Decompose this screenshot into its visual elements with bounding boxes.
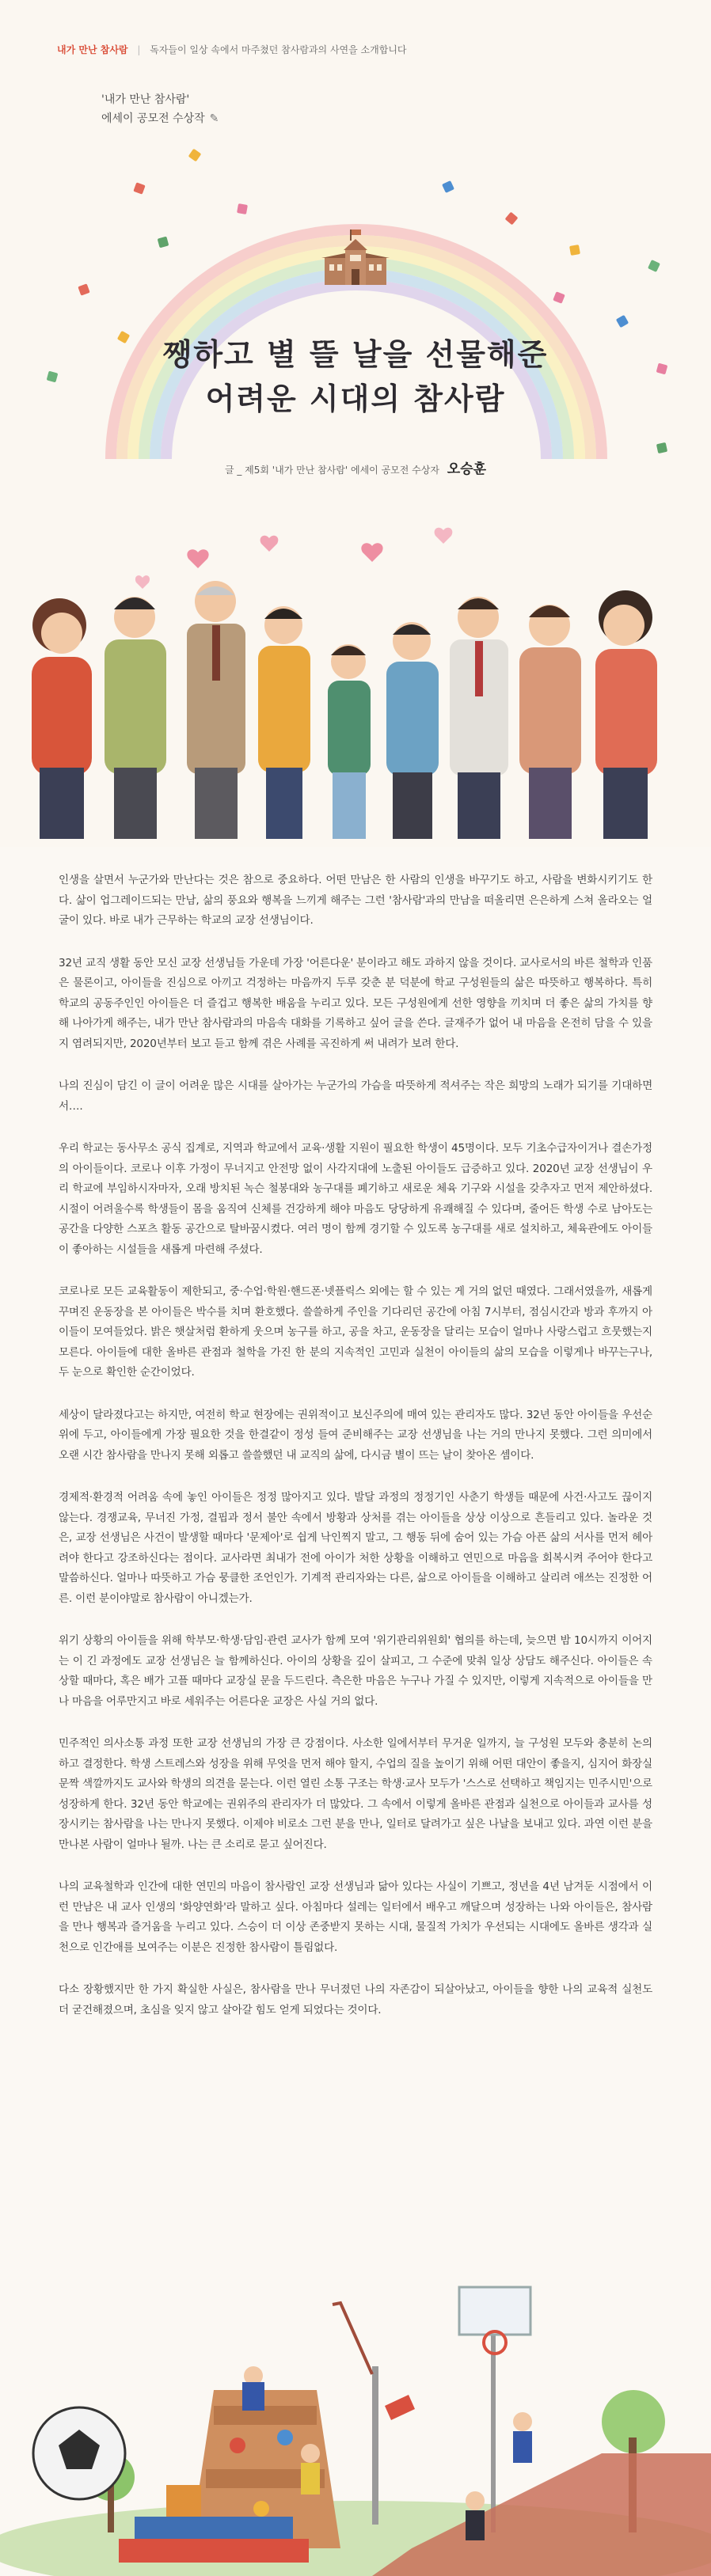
playground-illustration: [0, 2105, 711, 2576]
paragraph: 우리 학교는 동사무소 공식 집계로, 지역과 학교에서 교육·생활 지원이 필요한 학생이 45명이다. 모두 기초수급자이거나 결손가정의 아이들이다. 코로나 이후 가정이 무너지고 안전망 없이 사각지대에 노출된 아이들도 급증하고 있다. 2020년 교장 선생님이 우리 학교에 부임하시자마자, 오래 방치된 녹슨 철봉대와 농구대를 폐기하고 새로운 체육 기구와 시설을 갖추자고 먼저 제안하셨다. 시절이 어려울수록 학생들이 몸을 움직여 신체를 건강하게 해야 마음도 당당하게 유쾌해질 수 있다며, 줄어든 학생 수로 남아도는 공간을 다양한 스포츠 활동 공간으로 탈바꿈시켰다. 여러 명이 함께 경기할 수 있도록 농구대를 새로 설치하고, 체육관에도 아이들이 좋아하는 시설들을 새롭게 마련해 주셨다.: [59, 1142, 652, 1256]
heart-icon: [135, 575, 150, 589]
byline: [0, 457, 711, 477]
heart-icon: [260, 536, 279, 552]
paragraph: 나의 교육철학과 인간에 대한 연민의 마음이 참사람인 교장 선생님과 닮아 있다는 사실이 기쁘고, 정년을 4년 남겨둔 시점에서 이런 만남은 내 교사 인생의 '화양연화'라 말하고 싶다. 아침마다 설레는 일터에서 배우고 깨달으며 성장하는 나와 아이들은, 참사람을 만나 행복과 즐거움을 누리고 있다. 스승이 더 이상 존중받지 못하는 시대, 물질적 가치가 우선되는 시대에도 올바른 생각과 실천으로 인간애를 보여주는 이분은 진정한 참사람이 틀림없다.: [59, 1880, 652, 1954]
page-title: [0, 332, 711, 421]
heart-icon: [435, 528, 453, 544]
paragraph: 위기 상황의 아이들을 위해 학부모·학생·담임·관련 교사가 함께 모여 '위기관리위원회' 협의를 하는데, 늦으면 밤 10시까지 이어지는 이 긴 과정에도 교장 선생님은 늘 함께하신다. 아이의 상황을 깊이 살피고, 그 수준에 맞춰 일상 상담도 해주신다. 아이들은 속상할 때마다, 혹은 배가 고플 때마다 교장실 문을 두드린다. 측은한 마음은 누구나 가질 수 있지만, 이렇게 지속적으로 아이들을 만나 마음을 어루만지고 바로 세워주는 어른다운 교장은 사실 거의 없다.: [59, 1634, 652, 1708]
paragraph: 나의 진심이 담긴 이 글이 어려운 많은 시대를 살아가는 누군가의 가슴을 따뜻하게 적셔주는 작은 희망의 노래가 되기를 기대하면서….: [59, 1079, 652, 1113]
author-name: 오승훈: [447, 461, 487, 477]
heart-icon: [187, 549, 208, 568]
title-line1: 쨍하고 별 뜰 날을 선물해준: [162, 336, 549, 372]
people-illustration: [0, 506, 711, 847]
paragraph: 세상이 달라졌다고는 하지만, 여전히 학교 현장에는 권위적이고 보신주의에 매여 있는 관리자도 많다. 32년 동안 아이들을 우선순위에 두고, 아이들에게 가장 필요한 것을 한결같이 정성 들여 준비해주는 교장 선생님을 나는 거의 만나지 못했다. 그런 의미에서 오랜 시간 참사람을 만나지 못해 외롭고 쓸쓸했던 내 교직의 삶에, 다시금 별이 뜨는 날이 찾아온 셈이다.: [59, 1408, 652, 1462]
title-line2: 어려운 시대의 참사람: [205, 381, 506, 416]
heart-icon: [361, 543, 382, 562]
essay-body: [59, 871, 652, 2043]
series-label: 내가 만난 참사람: [57, 44, 128, 55]
school-building-icon: [320, 226, 391, 290]
essay-tag: [101, 90, 219, 128]
paragraph: 코로나로 모든 교육활동이 제한되고, 중·수업·학원·핸드폰·넷플릭스 외에는 할 수 있는 게 거의 없던 때였다. 그래서였을까, 새롭게 꾸며진 운동장을 본 아이들은 박수를 치며 환호했다. 쓸쓸하게 주인을 기다리던 공간에 아침 7시부터, 점심시간과 방과 후까지 아이들이 모여들었다. 밝은 햇살처럼 환하게 웃으며 농구를 하고, 공을 차고, 운동장을 달리는 모습이 얼마나 사랑스럽고 흐뭇했는지 모른다. 아이들에 대한 올바른 관점과 철학을 가진 한 분의 지속적인 고민과 실천이 아이들의 삶의 모습을 이렇게나 바꾸는구나, 두 눈으로 확인한 순간이었다.: [59, 1285, 652, 1379]
essay-tag-line2: 에세이 공모전 수상작: [101, 112, 205, 125]
hero-section: [0, 0, 711, 847]
paragraph: 인생을 살면서 누군가와 만난다는 것은 참으로 중요하다. 어떤 만남은 한 사람의 인생을 바꾸기도 하고, 사람을 변화시키기도 한다. 삶이 업그레이드되는 만남, 삶의 풍요와 행복을 느끼게 해주는 그런 '참사람'과의 만남을 떠올리면 은은하게 스쳐 올라오는 얼굴이 있다. 바로 내가 근무하는 학교의 교장 선생님이다.: [59, 874, 652, 927]
paragraph: 32년 교직 생활 동안 모신 교장 선생님들 가운데 가장 '어른다운' 분이라고 해도 과하지 않을 것이다. 교사로서의 바른 철학과 인품은 물론이고, 아이들을 진심으로 아끼고 걱정하는 마음까지 두루 갖춘 분 덕분에 학교 구성원들의 삶은 따뜻하고 행복하다. 특히 학교의 공동주인인 아이들은 더 즐겁고 행복한 배움을 누리고 있다. 모든 구성원에게 선한 영향을 끼치며 더 좋은 삶의 가치를 향해 나아가게 해주는, 내가 만난 참사람과의 마음속 대화를 기록하고 싶어 글을 쓴다. 글재주가 없어 내 마음을 온전히 담을 수 있을지 염려되지만, 2020년부터 보고 듣고 함께 겪은 사례를 곡진하게 써 내려가 보려 한다.: [59, 956, 652, 1050]
divider: |: [137, 44, 141, 55]
byline-prefix: 글 _ 제5회 '내가 만난 참사람' 에세이 공모전 수상자: [224, 465, 439, 476]
paragraph: 민주적인 의사소통 과정 또한 교장 선생님의 가장 큰 강점이다. 사소한 일에서부터 무거운 일까지, 늘 구성원 모두와 충분히 논의하고 결정한다. 학생 스트레스와 성장을 위해 무엇을 먼저 해야 할지, 수업의 질을 높이기 위해 어떤 대안이 좋을지, 심지어 화장실 문짝 색깔까지도 교사와 학생의 의견을 묻는다. 이런 열린 소통 구조는 학생·교사 모두가 '스스로 선택하고 책임지는 민주시민'으로 성장하게 한다. 32년 동안 학교에는 권위주의 관리자가 더 많았다. 그 속에서 이렇게 올바른 관점과 실천으로 아이들과 교사를 성장시키는 참사람을 나는 만나지 못했다. 이제야 비로소 그런 분을 만나, 일터로 달려가고 싶은 나날을 보내고 있다. 과연 이런 분을 만나본 사람이 얼마나 될까. 나는 큰 소리로 묻고 싶어진다.: [59, 1737, 652, 1851]
pencil-icon: ✎: [209, 112, 219, 125]
paragraph: 경제적·환경적 어려움 속에 놓인 아이들은 정정 많아지고 있다. 발달 과정의 정정기인 사춘기 학생들 때문에 사건·사고도 끊이지 않는다. 경쟁교육, 무너진 가정, 결핍과 정서 불안 속에서 방황과 상처를 겪는 아이들을 상상 이상으로 흔들리고 있다. 놀라운 것은, 교장 선생님은 사건이 발생할 때마다 '문제아'로 쉽게 낙인찍지 말고, 그 행동 뒤에 숨어 있는 가슴 아픈 삶의 서사를 먼저 헤아려야 한다고 강조하신다는 점이다. 교사라면 최내가 전에 아이가 처한 상황을 이해하고 연민으로 마음을 회복시켜 주어야 한다고 말씀하신다. 얼마나 따뜻하고 가슴 뭉클한 조언인가. 기계적 관리자와는 다른, 삶으로 아이들을 이해하고 살리려 애쓰는 진정한 어른. 이런 분이야말로 참사람이 아니겠는가.: [59, 1491, 652, 1605]
essay-tag-line1: '내가 만난 참사람': [101, 93, 190, 106]
paragraph: 다소 장황했지만 한 가지 확실한 사실은, 참사람을 만나 무너졌던 나의 자존감이 되살아났고, 아이들을 향한 나의 교육적 실천도 더 굳건해졌으며, 초심을 잊지 않고 살아갈 힘도 얻게 되었다는 것이다.: [59, 1983, 652, 2016]
section-header: [57, 43, 407, 56]
series-description: 독자들이 일상 속에서 마주쳤던 참사람과의 사연을 소개합니다: [150, 44, 407, 55]
